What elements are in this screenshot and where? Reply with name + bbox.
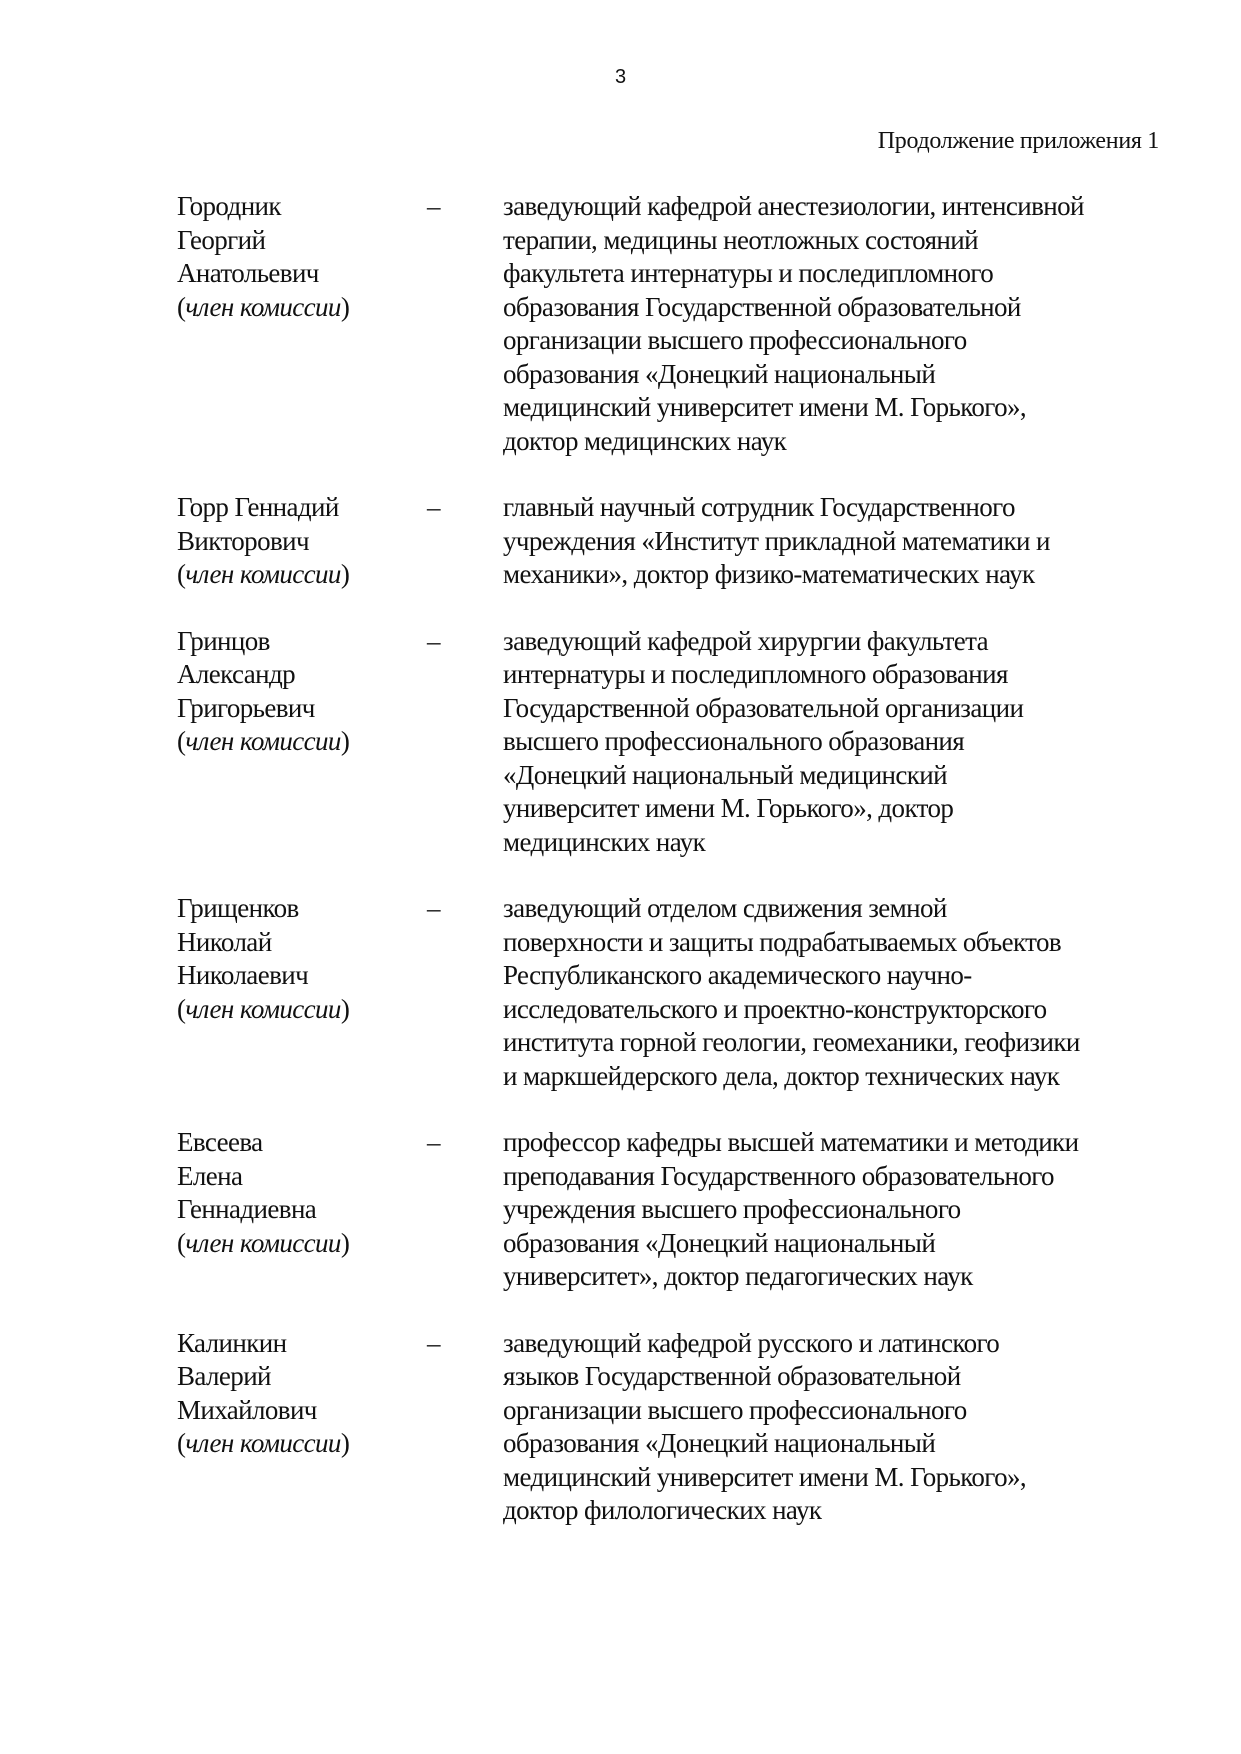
name-line: Николай (177, 926, 272, 957)
name-line: Александр (177, 659, 295, 689)
description-line: института горной геологии, геомеханики, геофизики (503, 1027, 1080, 1057)
name-line: Евсеева (177, 1127, 263, 1157)
description-line: факультета интернатуры и последипломного (503, 258, 994, 288)
member-role: (член комиссии) (177, 1428, 350, 1458)
name-line: Михайлович (177, 1394, 317, 1425)
description-line: интернатуры и последипломного образования (503, 659, 1008, 689)
name-line: Геннадиевна (177, 1194, 317, 1224)
name-line: Анатольевич (177, 258, 319, 288)
description-line: главный научный сотрудник Государственного (503, 492, 1015, 522)
dash-separator: – (427, 625, 441, 656)
description-line: медицинский университет имени М. Горького», (503, 392, 1027, 422)
description-line: заведующий кафедрой русского и латинского (503, 1327, 1000, 1358)
description-line: заведующий кафедрой хирургии факультета (503, 625, 989, 656)
member-entry (177, 892, 1177, 1093)
member-name (177, 1327, 427, 1528)
commission-members-list (177, 190, 1177, 1561)
member-name (177, 625, 427, 860)
description-line: высшего профессионального образования (503, 726, 965, 756)
description-line: преподавания Государственного образовательного (503, 1160, 1054, 1191)
name-line: Валерий (177, 1361, 271, 1391)
name-line: Городник (177, 191, 281, 221)
description-line: механики», доктор физико-математических наук (503, 559, 1035, 589)
member-description (503, 1126, 1163, 1294)
member-role: (член комиссии) (177, 1227, 350, 1258)
dash-separator: – (427, 893, 441, 923)
description-line: Государственной образовательной организации (503, 692, 1024, 723)
description-line: учреждения высшего профессионального (503, 1194, 961, 1224)
description-line: организации высшего профессионального (503, 325, 967, 355)
description-line: образования «Донецкий национальный (503, 358, 936, 389)
member-entry (177, 190, 1177, 458)
page-number: 3 (614, 66, 627, 88)
name-line: Николаевич (177, 960, 309, 990)
member-entry (177, 1327, 1177, 1528)
member-description (503, 190, 1163, 458)
description-line: учреждения «Институт прикладной математики и (503, 525, 1050, 556)
description-line: языков Государственной образовательной (503, 1361, 961, 1391)
description-line: заведующий отделом сдвижения земной (503, 893, 947, 923)
member-role: (член комиссии) (177, 559, 350, 589)
dash-separator: – (427, 1127, 441, 1157)
dash-separator: – (427, 492, 441, 522)
description-line: доктор медицинских наук (503, 425, 787, 456)
description-line: поверхности и защиты подрабатываемых объектов (503, 926, 1062, 957)
member-name (177, 190, 427, 458)
appendix-continuation-note: Продолжение приложения 1 (877, 128, 1159, 154)
description-line: Республиканского академического научно- (503, 960, 972, 990)
description-line: и маркшейдерского дела, доктор технических наук (503, 1060, 1060, 1091)
description-line: университет», доктор педагогических наук (503, 1261, 973, 1291)
member-description (503, 491, 1163, 592)
member-entry (177, 1126, 1177, 1294)
dash-separator: – (427, 1327, 441, 1358)
name-line: Георгий (177, 224, 266, 255)
name-line: Гринцов (177, 625, 270, 656)
member-entry (177, 491, 1177, 592)
description-line: «Донецкий национальный медицинский (503, 759, 947, 790)
member-description (503, 1327, 1163, 1528)
name-line: Горр Геннадий (177, 492, 339, 522)
member-description (503, 892, 1163, 1093)
description-line: организации высшего профессионального (503, 1394, 967, 1425)
description-line: терапии, медицины неотложных состояний (503, 224, 978, 255)
name-line: Елена (177, 1160, 243, 1191)
description-line: медицинских наук (503, 826, 706, 857)
description-line: образования «Донецкий национальный (503, 1227, 936, 1258)
name-line: Грищенков (177, 893, 299, 923)
member-name (177, 1126, 427, 1294)
member-role: (член комиссии) (177, 291, 350, 322)
member-description (503, 625, 1163, 860)
description-line: образования «Донецкий национальный (503, 1428, 936, 1458)
description-line: университет имени М. Горького», доктор (503, 793, 954, 823)
description-line: медицинский университет имени М. Горького», (503, 1461, 1027, 1492)
name-line: Калинкин (177, 1327, 287, 1358)
description-line: профессор кафедры высшей математики и методики (503, 1127, 1079, 1157)
name-line: Викторович (177, 525, 309, 556)
description-line: доктор филологических наук (503, 1495, 822, 1525)
member-entry (177, 625, 1177, 860)
member-role: (член комиссии) (177, 993, 350, 1024)
member-role: (член комиссии) (177, 726, 350, 756)
dash-separator: – (427, 191, 441, 221)
member-name (177, 892, 427, 1093)
name-line: Григорьевич (177, 692, 315, 723)
description-line: образования Государственной образовательной (503, 291, 1021, 322)
description-line: исследовательского и проектно-конструкторского (503, 993, 1047, 1024)
description-line: заведующий кафедрой анестезиологии, интенсивной (503, 191, 1084, 221)
member-name (177, 491, 427, 592)
